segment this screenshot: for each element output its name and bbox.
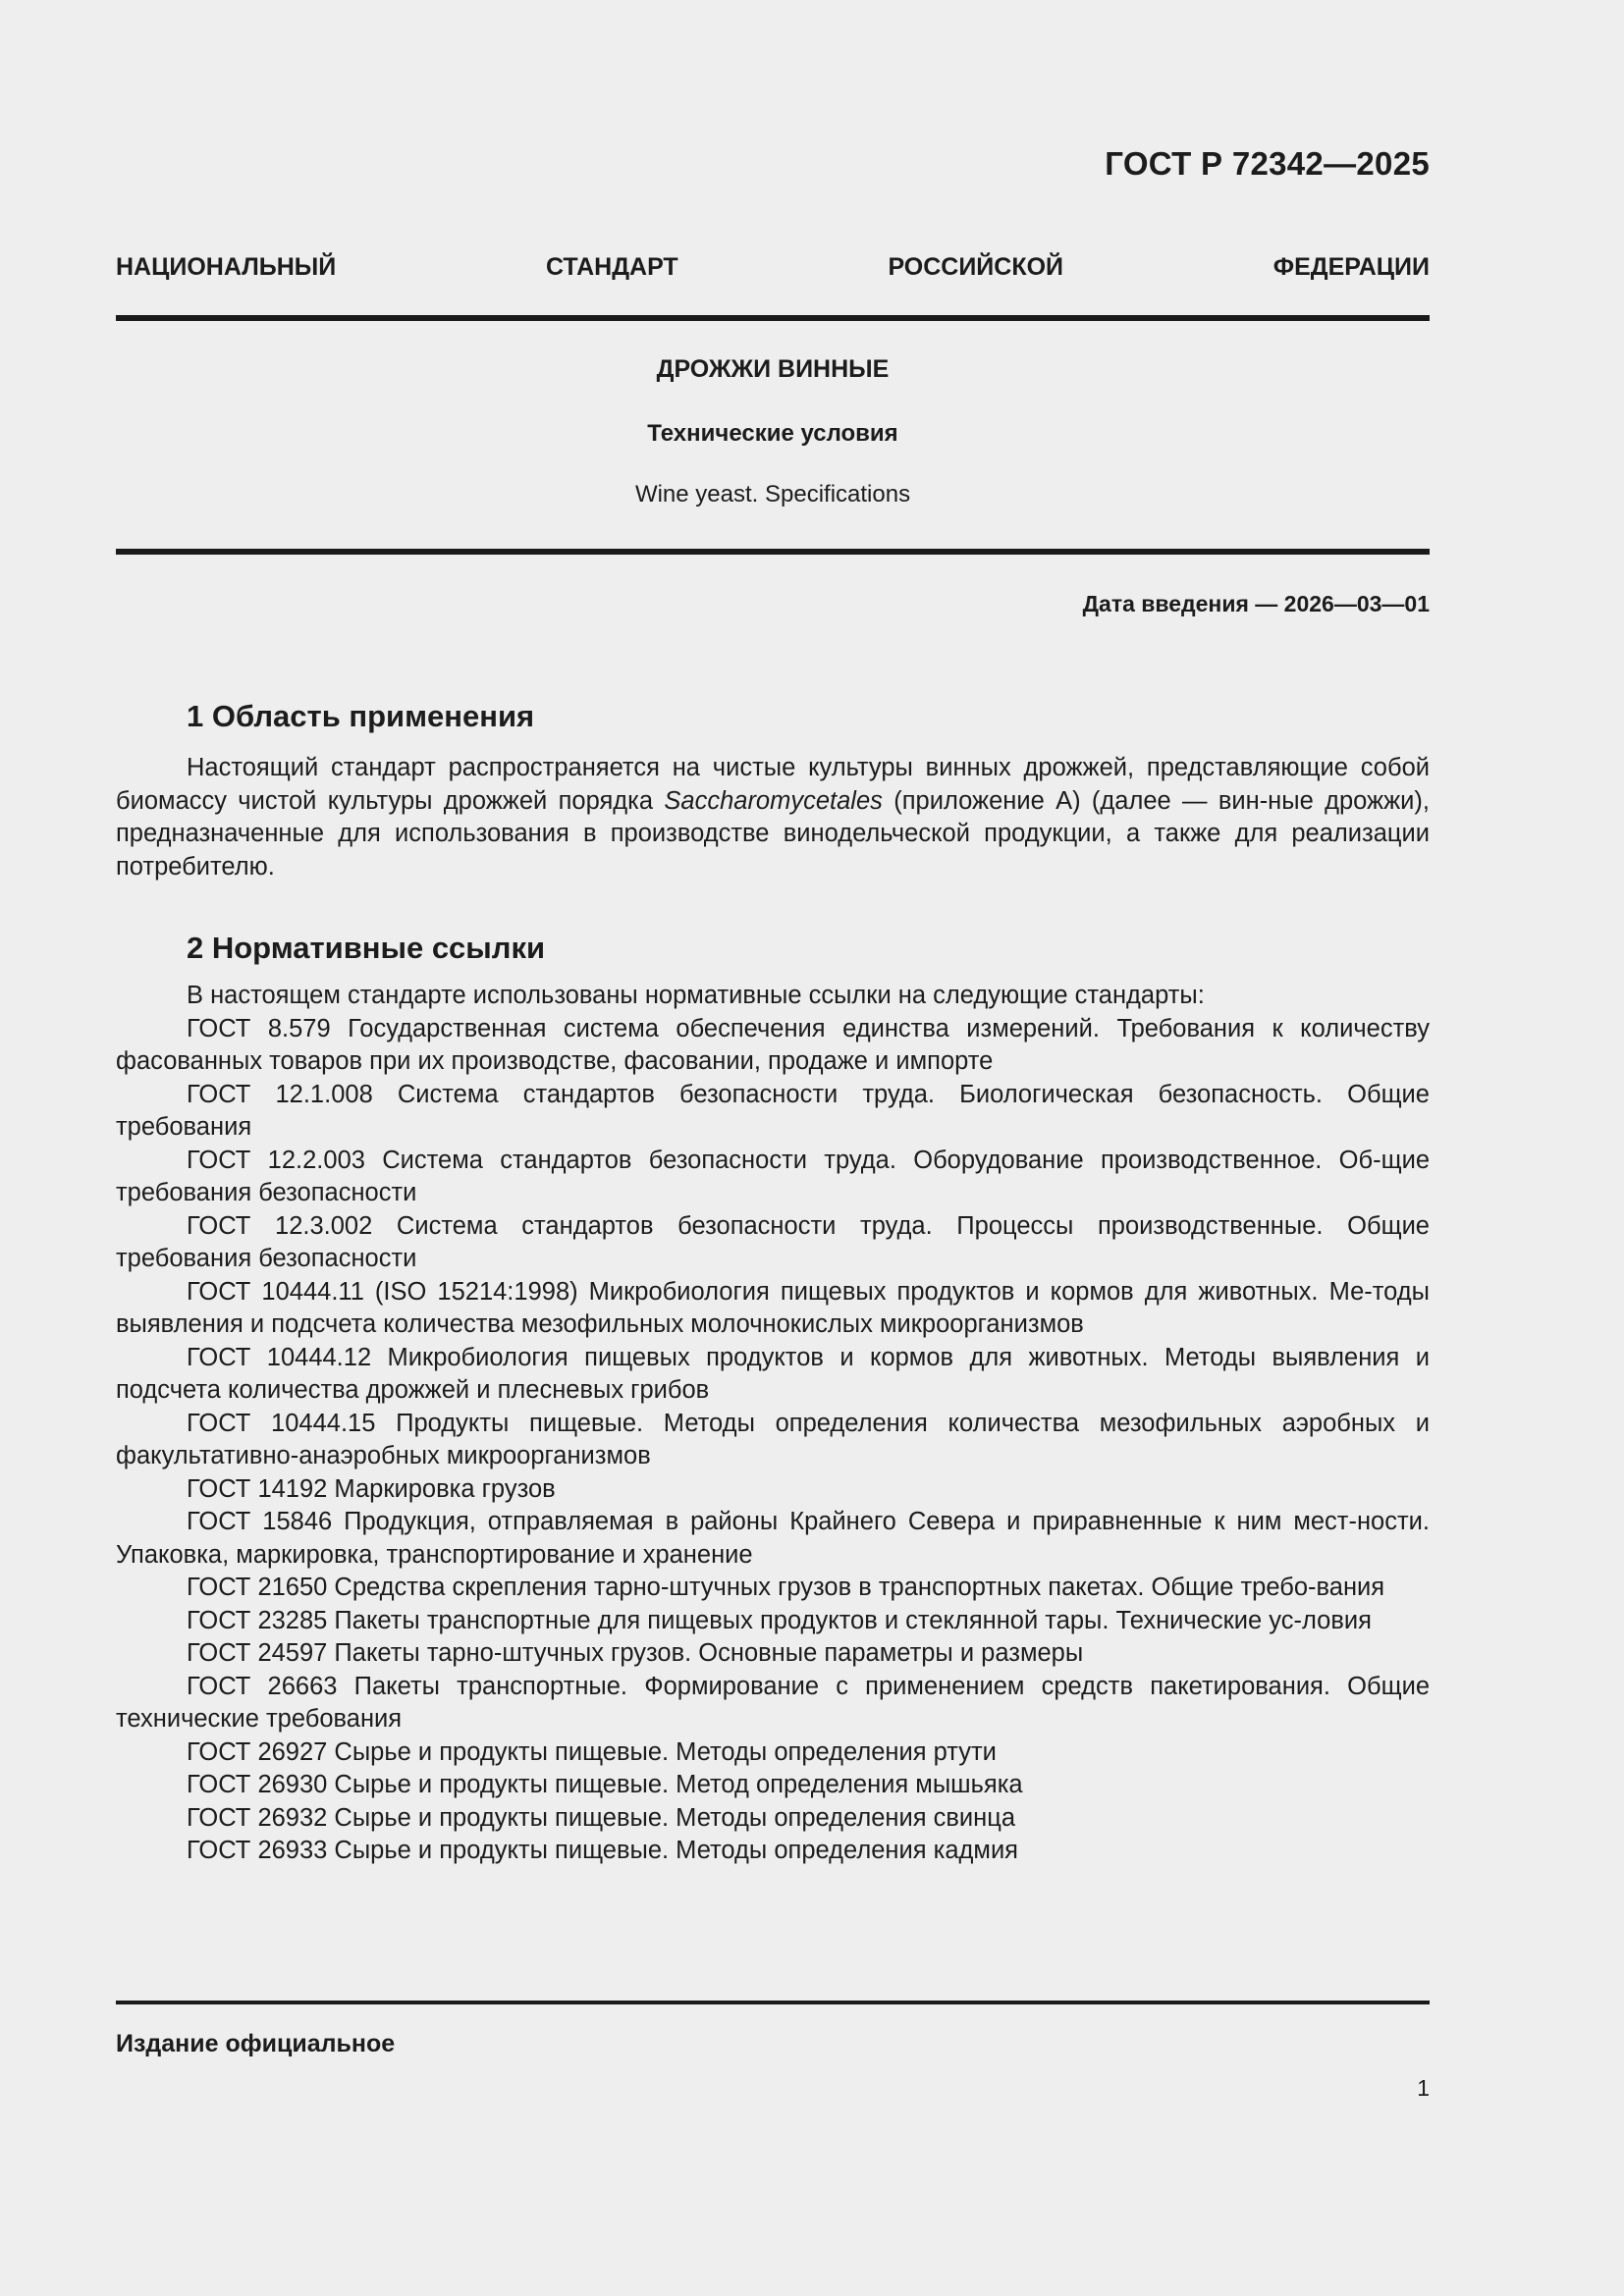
reference-item: ГОСТ 21650 Средства скрепления тарно-штучных грузов в транспортных пакетах. Общие требо-вания <box>187 1574 1385 1601</box>
reference-item: ГОСТ 26930 Сырье и продукты пищевые. Метод определения мышьяка <box>187 1771 1023 1798</box>
scope-italic-term: Saccharomycetales <box>664 786 883 815</box>
document-subtitle: Технические условия <box>647 420 898 447</box>
document-page <box>116 0 1430 2296</box>
footer-divider <box>116 2001 1430 2004</box>
page-number: 1 <box>1417 2075 1430 2101</box>
introduction-date: Дата введения — 2026—03—01 <box>1082 591 1430 616</box>
reference-item: ГОСТ 26932 Сырье и продукты пищевые. Методы определения свинца <box>187 1803 1016 1832</box>
reference-item: ГОСТ 10444.12 Микробиология пищевых продуктов и кормов для животных. Методы выявления и подсчета количества дрожжей и плесневых грибов <box>116 1343 1430 1404</box>
reference-item: ГОСТ 26933 Сырье и продукты пищевые. Методы определения кадмия <box>187 1837 1018 1864</box>
section-normative-references <box>116 931 1430 1868</box>
document-id: ГОСТ Р 72342—2025 <box>1105 145 1430 182</box>
section-scope <box>116 699 1430 883</box>
scope-text-part: Настоящий стандарт распространяется на чистые культуры винных дрожжей, представляющие собой биомассу чистой культуры дрожжей порядка <box>116 754 1430 815</box>
scope-text-part: (приложение А) (далее — вин-ные дрожжи), предназначенные для использования в производстве винодельческой продукции, а также для реализации потребителю. <box>116 786 1430 881</box>
scope-paragraph <box>116 752 1430 883</box>
reference-item: ГОСТ 12.1.008 Система стандартов безопасности труда. Биологическая безопасность. Общие требования <box>116 1080 1430 1141</box>
national-standard-banner: НАЦИОНАЛЬНЫЙ СТАНДАРТ РОССИЙСКОЙ ФЕДЕРАЦИИ <box>116 253 1430 281</box>
reference-item: ГОСТ 10444.15 Продукты пищевые. Методы определения количества мезофильных аэробных и факультативно-анаэробных микроорганизмов <box>116 1409 1430 1469</box>
english-title: Wine yeast. Specifications <box>634 481 911 507</box>
references-intro: В настоящем стандарте использованы нормативные ссылки на следующие стандарты: <box>187 982 1205 1009</box>
reference-item: ГОСТ 26663 Пакеты транспортные. Формирование с применением средств пакетирования. Общие технические требования <box>116 1672 1430 1733</box>
top-divider <box>116 315 1430 321</box>
document-title: ДРОЖЖИ ВИННЫЕ <box>656 355 890 383</box>
reference-item: ГОСТ 8.579 Государственная система обеспечения единства измерений. Требования к количеству фасованных товаров при их производстве, фасовании, продаже и импорте <box>116 1014 1430 1075</box>
title-bottom-divider <box>116 549 1430 555</box>
reference-item: ГОСТ 23285 Пакеты транспортные для пищевых продуктов и стеклянной тары. Технические ус-ловия <box>187 1606 1372 1634</box>
section-heading: 1 Область применения <box>187 699 535 733</box>
section-heading: 2 Нормативные ссылки <box>187 931 546 965</box>
reference-item: ГОСТ 12.3.002 Система стандартов безопасности труда. Процессы производственные. Общие требования безопасности <box>116 1211 1430 1272</box>
reference-item: ГОСТ 10444.11 (ISO 15214:1998) Микробиология пищевых продуктов и кормов для животных. Ме-тоды выявления и подсчета количества мезофильных молочнокислых микроорганизмов <box>116 1277 1430 1338</box>
reference-item: ГОСТ 24597 Пакеты тарно-штучных грузов. Основные параметры и размеры <box>187 1639 1084 1667</box>
reference-item: ГОСТ 14192 Маркировка грузов <box>187 1474 556 1503</box>
edition-label: Издание официальное <box>116 2030 396 2057</box>
reference-item: ГОСТ 15846 Продукция, отправляемая в районы Крайнего Севера и приравненные к ним мест-ности. Упаковка, маркировка, транспортирование и хранение <box>116 1508 1430 1569</box>
reference-item: ГОСТ 12.2.003 Система стандартов безопасности труда. Оборудование производственное. Об-щие требования безопасности <box>116 1146 1430 1206</box>
reference-item: ГОСТ 26927 Сырье и продукты пищевые. Методы определения ртути <box>187 1737 997 1766</box>
